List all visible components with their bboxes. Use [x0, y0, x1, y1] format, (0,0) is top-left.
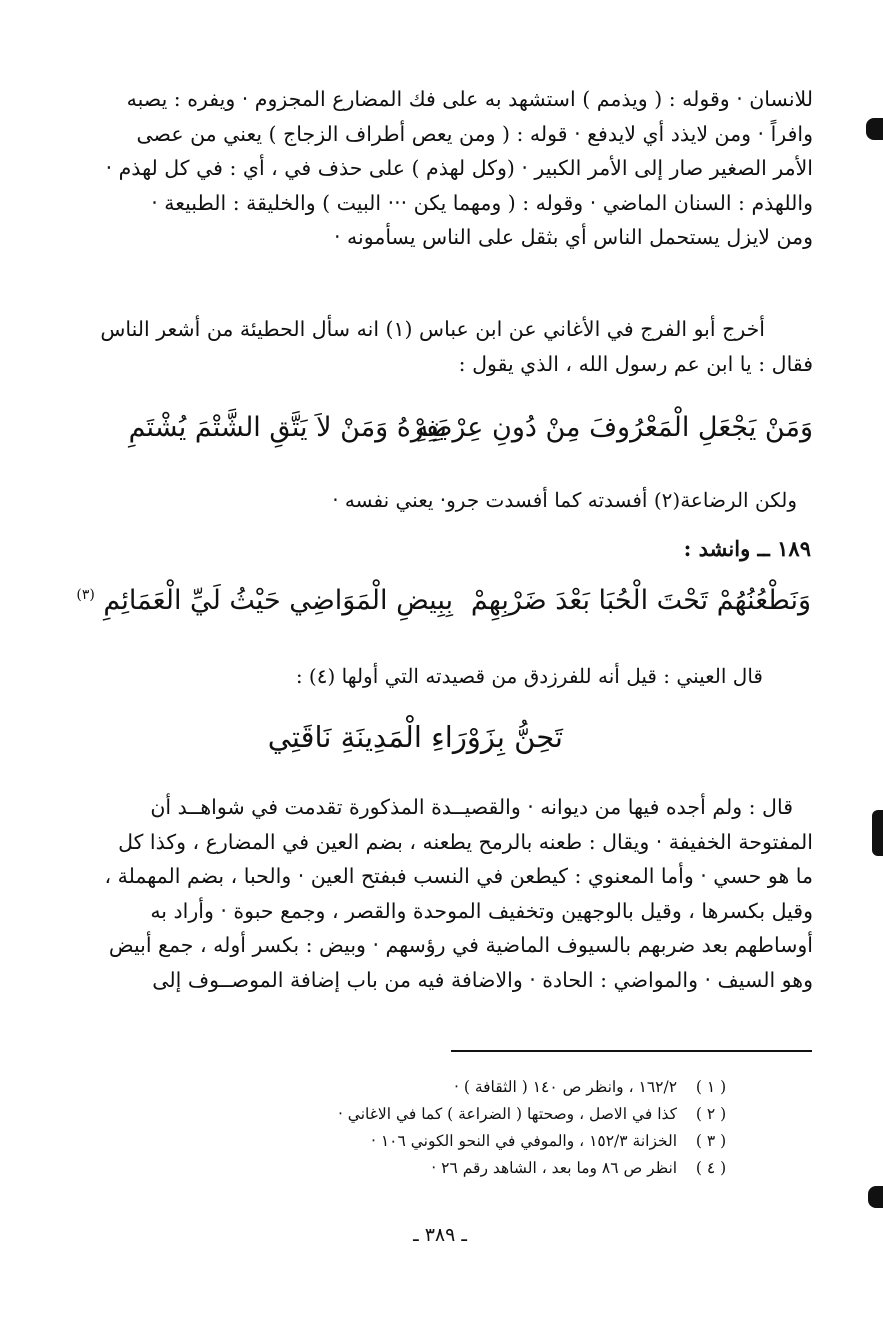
- text-line: ما هو حسي ‧ وأما المعنوي : كيطعن في النسب فبفتح العين ‧ والحبا ، بضم المهملة ،: [104, 864, 813, 888]
- verse-1-second-hemistich: يَفِرْهُ وَمَنْ لاَ يَتَّقِ الشَّتْمَ يُشْتَمِ: [128, 412, 447, 443]
- paragraph-3: [64, 790, 813, 997]
- text-line: قال : ولم أجده فيها من ديوانه ‧ والقصيــدة المذكورة تقدمت في شواهــد أن: [150, 795, 793, 819]
- text-line: ومن لايزل يستحمل الناس أي بثقل على الناس يسأمونه ‧: [334, 225, 813, 249]
- paragraph-1: [64, 82, 813, 255]
- footnote-text: ١٦٢/٢ ، وانظر ص ١٤٠ ( الثقافة ) ‧: [454, 1078, 678, 1096]
- footnote-number: ( ٣ ): [695, 1132, 727, 1150]
- section-heading: ١٨٩ ــ وانشد :: [683, 536, 811, 561]
- footnote-text: انظر ص ٨٦ وما بعد ، الشاهد رقم ٢٦ ‧: [431, 1159, 678, 1177]
- footnote-number: ( ٢ ): [695, 1105, 727, 1123]
- paragraph-2: [64, 312, 813, 381]
- text-line: للانسان ‧ وقوله : ( ويذمم ) استشهد به على فك المضارع المجزوم ‧ ويفره : يصبه: [126, 87, 813, 111]
- footnote-number: ( ٤ ): [695, 1159, 727, 1177]
- footnote-2: [200, 1103, 740, 1125]
- margin-ink-blot: [866, 118, 883, 140]
- verse-2-first-hemistich: وَنَطْعُنُهُمْ تَحْتَ الْحُبَا بَعْدَ ضَرْبِهِمْ: [470, 585, 811, 616]
- footnote-text: الخزانة ١٥٢/٣ ، والموفي في النحو الكوني ١٠٦ ‧: [370, 1132, 678, 1150]
- footnote-number: ( ١ ): [695, 1078, 727, 1096]
- verse-1-first-hemistich: وَمَنْ يَجْعَلِ الْمَعْرُوفَ مِنْ دُونِ عِرْضِهِ: [415, 412, 813, 443]
- half-verse: تَحِنُّ بِزَوْرَاءِ الْمَدِينَةِ نَاقَتِي: [267, 720, 563, 754]
- margin-ink-blot: [872, 810, 883, 856]
- text-line: واللهذم : السنان الماضي ‧ وقوله : ( ومهما يكن ‧‧‧ البيت ) والخليقة : الطبيعة ‧: [151, 190, 813, 215]
- verse-2-second-hemistich: [76, 585, 453, 616]
- text-line: فقال : يا ابن عم رسول الله ، الذي يقول :: [458, 351, 813, 376]
- margin-ink-blot: [868, 1186, 883, 1208]
- verse-2-note: قال العيني : قيل أنه للفرزدق من قصيدته التي أولها (٤) :: [295, 664, 763, 688]
- footnote-separator: [451, 1050, 812, 1052]
- footnote-text: كذا في الاصل ، وصحتها ( الضراعة ) كما في الاغاني ‧: [337, 1105, 678, 1123]
- text-line: الأمر الصغير صار إلى الأمر الكبير ‧ (وكل لهذم ) على حذف في ، أي : في كل لهذم ‧: [105, 156, 813, 180]
- text-line: المفتوحة الخفيفة ‧ ويقال : طعنه بالرمح يطعنه ، بضم العين في المضارع ، وكذا كل: [118, 829, 813, 854]
- page-number: ـ ٣٨٩ ـ: [413, 1224, 467, 1246]
- text-line: أخرج أبو الفرج في الأغاني عن ابن عباس (١) انه سأل الحطيئة من أشعر الناس: [100, 317, 765, 341]
- verse-2-second-hemistich-text: بِبِيضِ الْمَوَاضِي حَيْثُ لَيِّ الْعَمَائِمِ: [103, 585, 453, 616]
- footnote-1: [200, 1076, 740, 1098]
- text-line: وهو السيف ‧ والمواضي : الحادة ‧ والاضافة فيه من باب إضافة الموصــوف إلى: [152, 967, 813, 992]
- footnote-3: [200, 1130, 740, 1152]
- footnote-4: [200, 1157, 740, 1179]
- text-line: أوساطهم بعد ضربهم بالسيوف الماضية في رؤسهم ‧ وبيض : بكسر أوله ، جمع أبيض: [108, 933, 813, 957]
- footnote-ref-3: (٣): [76, 587, 95, 603]
- verse-1-note: ولكن الرضاعة(٢) أفسدته كما أفسدت جرو‧ يعني نفسه ‧: [332, 488, 797, 512]
- text-line: وافراً ‧ ومن لايذد أي لايدفع ‧ قوله : ( ومن يعص أطراف الزجاج ) يعني من عصى: [136, 121, 813, 146]
- text-line: وقيل بكسرها ، وقيل بالوجهين وتخفيف الموحدة والقصر ، وجمع حبوة ‧ وأراد به: [150, 898, 813, 923]
